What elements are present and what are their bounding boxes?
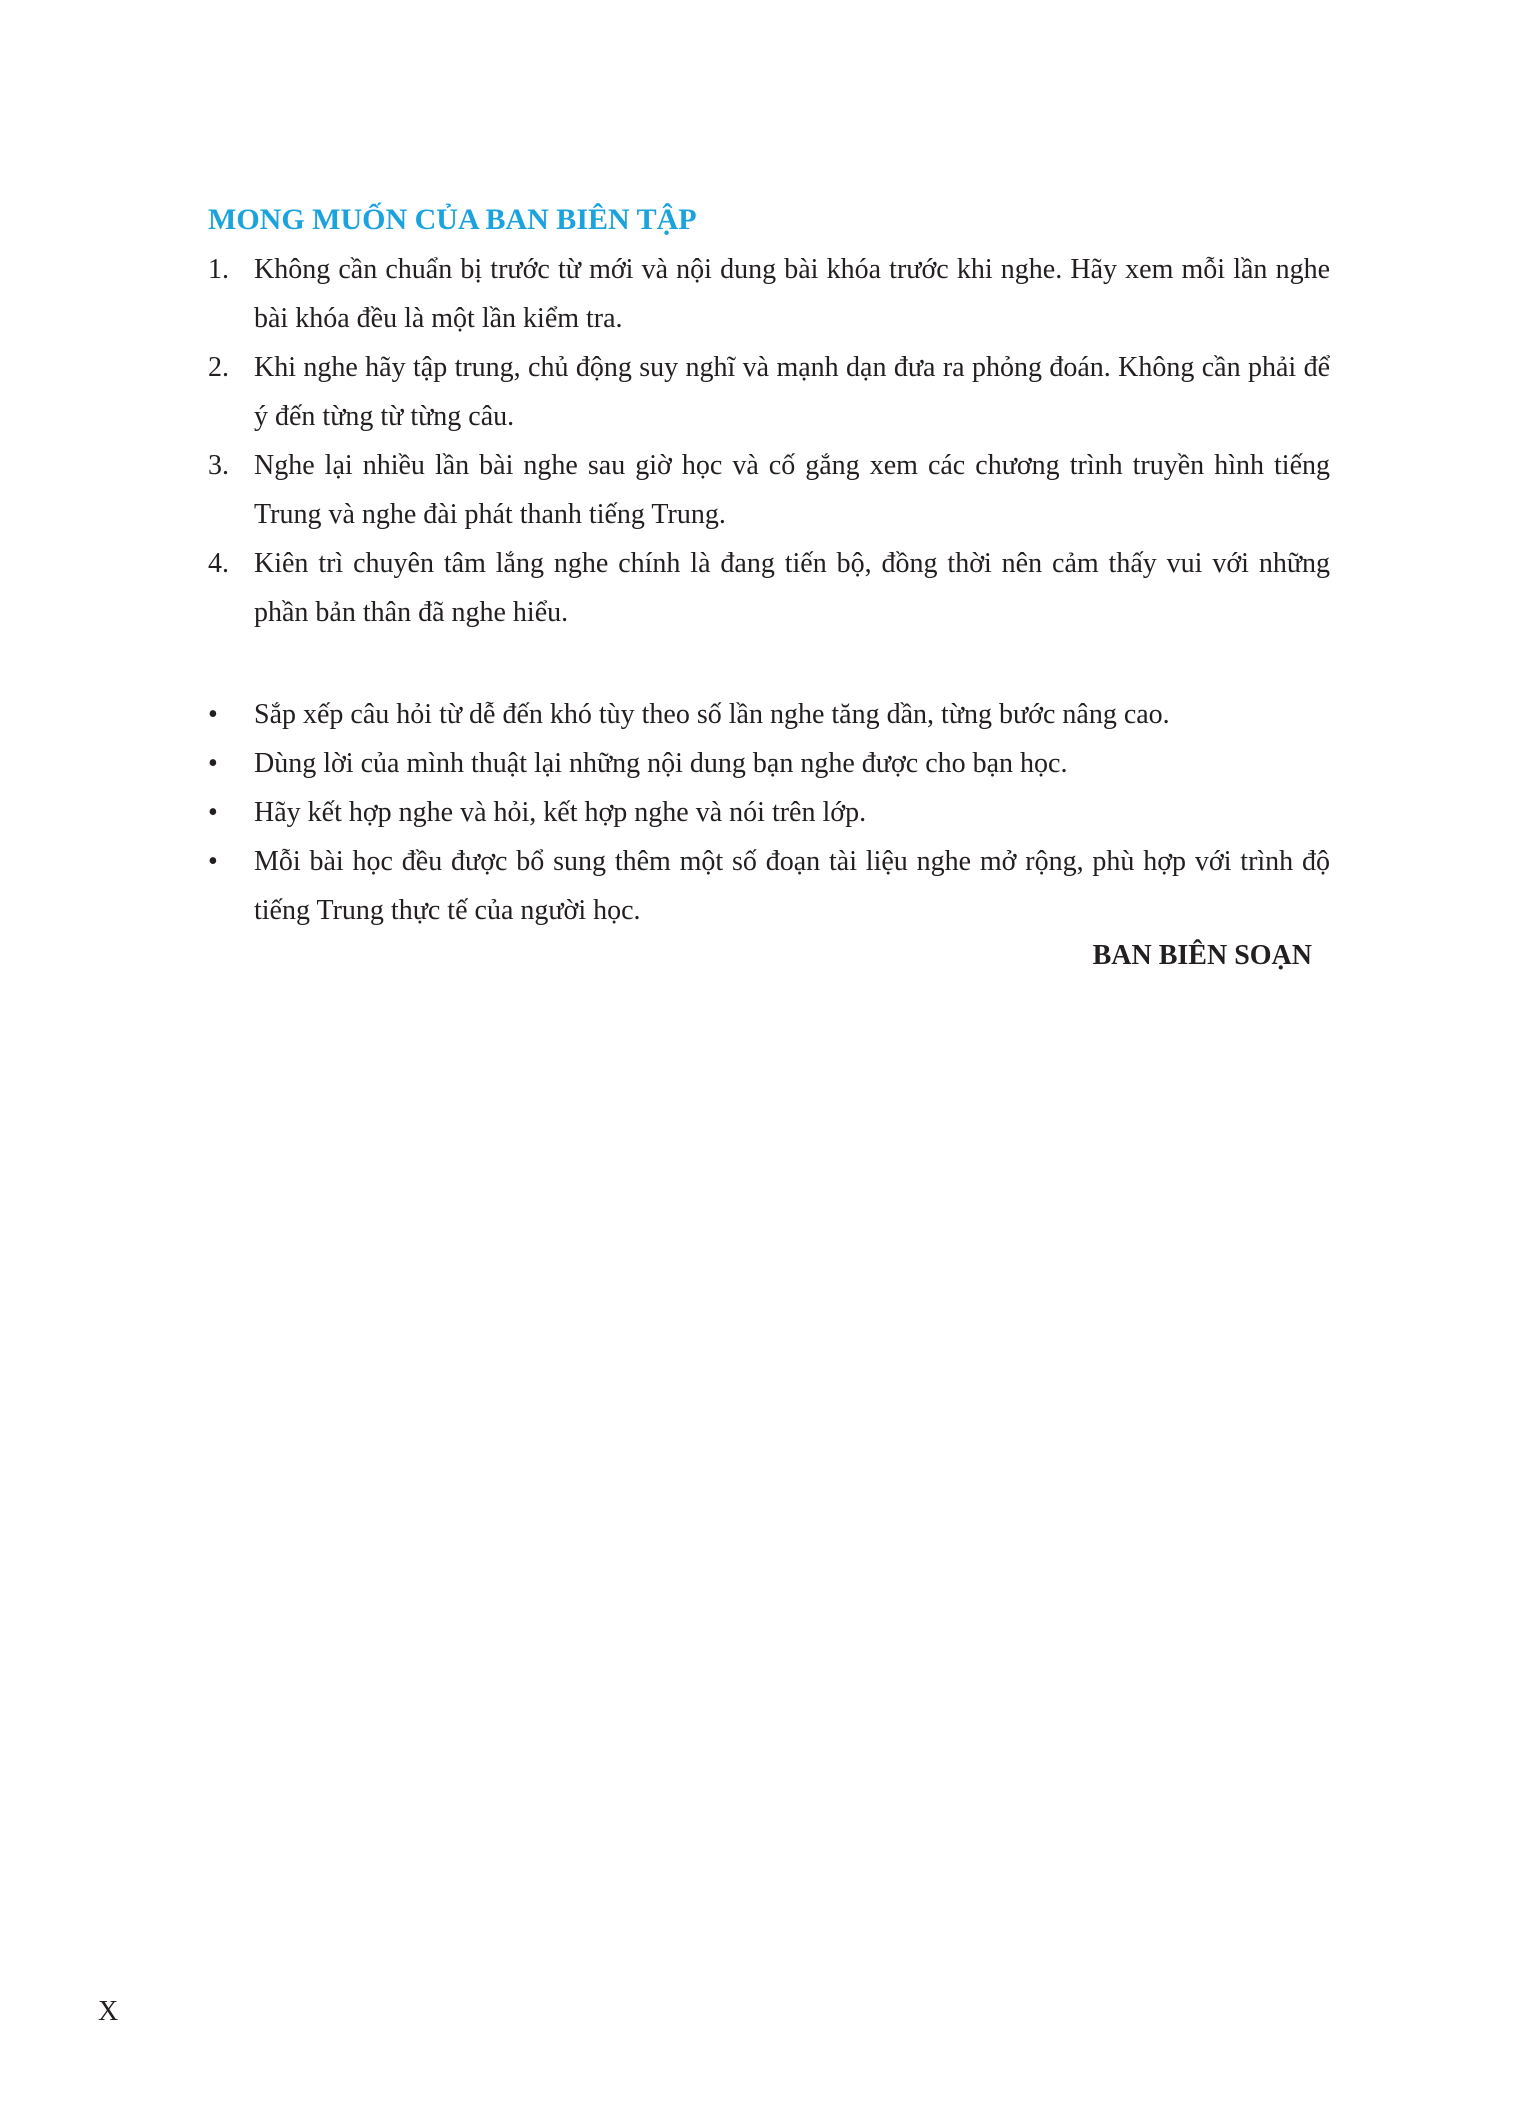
numbered-list	[208, 245, 1330, 637]
bullet-item-3	[208, 788, 1330, 837]
bullet-text: Sắp xếp câu hỏi từ dễ đến khó tùy theo số lần nghe tăng dần, từng bước nâng cao.	[254, 699, 1170, 730]
item-text: Không cần chuẩn bị trước từ mới và nội dung bài khóa trước khi nghe. Hãy xem mỗi lần nghe bài khóa đều là một lần kiểm tra.	[254, 254, 1330, 334]
bullet-icon: •	[208, 748, 218, 779]
bullet-text: Dùng lời của mình thuật lại những nội dung bạn nghe được cho bạn học.	[254, 748, 1068, 779]
bullet-icon: •	[208, 797, 218, 828]
bullet-icon: •	[208, 699, 218, 730]
bullet-list	[208, 690, 1330, 935]
numbered-item-1	[208, 245, 1330, 343]
bullet-text: Hãy kết hợp nghe và hỏi, kết hợp nghe và nói trên lớp.	[254, 797, 867, 828]
page-number: X	[98, 1996, 119, 2027]
bullet-item-2	[208, 739, 1330, 788]
section-heading: MONG MUỐN CỦA BAN BIÊN TẬP	[208, 203, 697, 236]
bullet-item-1	[208, 690, 1330, 739]
bullet-text: Mỗi bài học đều được bổ sung thêm một số đoạn tài liệu nghe mở rộng, phù hợp với trình độ tiếng Trung thực tế của người học.	[254, 846, 1330, 926]
bullet-icon: •	[208, 846, 218, 877]
item-number: 1.	[208, 254, 229, 285]
numbered-item-4	[208, 539, 1330, 637]
numbered-item-2	[208, 343, 1330, 441]
item-text: Nghe lại nhiều lần bài nghe sau giờ học và cố gắng xem các chương trình truyền hình tiếng Trung và nghe đài phát thanh tiếng Trung.	[254, 450, 1330, 530]
item-text: Khi nghe hãy tập trung, chủ động suy nghĩ và mạnh dạn đưa ra phỏng đoán. Không cần phải để ý đến từng từ từng câu.	[254, 352, 1330, 432]
bullet-item-4	[208, 837, 1330, 935]
item-text: Kiên trì chuyên tâm lắng nghe chính là đang tiến bộ, đồng thời nên cảm thấy vui với những phần bản thân đã nghe hiểu.	[254, 548, 1330, 628]
item-number: 3.	[208, 450, 229, 481]
item-number: 2.	[208, 352, 229, 383]
item-number: 4.	[208, 548, 229, 579]
numbered-item-3	[208, 441, 1330, 539]
signature: BAN BIÊN SOẠN	[1092, 940, 1312, 971]
